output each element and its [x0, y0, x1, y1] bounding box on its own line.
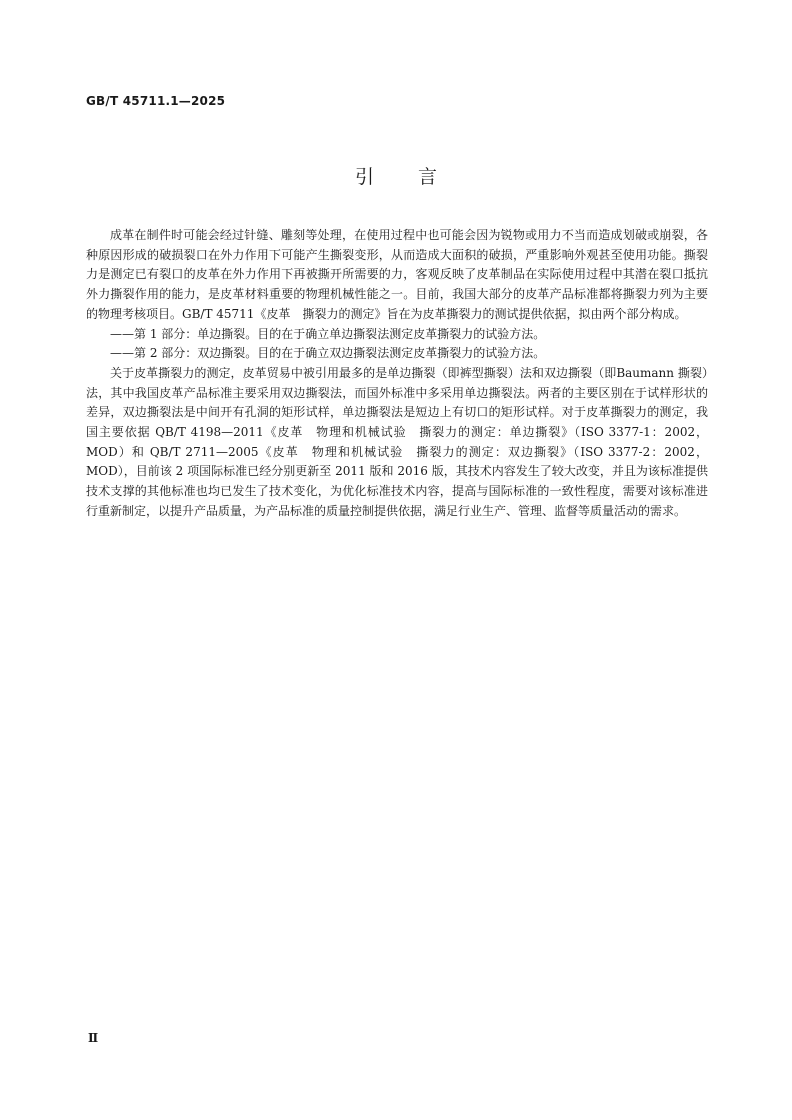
paragraph-part-2: ——第 2 部分：双边撕裂。目的在于确立双边撕裂法测定皮革撕裂力的试验方法。 [110, 346, 546, 361]
paragraph-intro: 成革在制件时可能会经过针缝、雕刻等处理，在使用过程中也可能会因为锐物或用力不当而造成划破或崩裂，各种原因形成的破损裂口在外力作用下可能产生撕裂变形，从而造成大面积的破损，严重影响外观甚至使用功能。撕裂力是测定已有裂口的皮革在外力作用下再被撕开所需要的力，客观反映了皮革制品在实际使用过程中其潜在裂口抵抗外力撕裂作用的能力，是皮革材料重要的物理机械性能之一。目前，我国大部分的皮革产品标准都将撕裂力列为主要的物理考核项目。GB/T 45711《皮革 撕裂力的测定》旨在为皮革撕裂力的测试提供依据，拟由两个部分构成。 [86, 228, 708, 321]
standard-code: GB/T 45711.1—2025 [86, 94, 226, 108]
paragraph-part-1: ——第 1 部分：单边撕裂。目的在于确立单边撕裂法测定皮革撕裂力的试验方法。 [110, 326, 546, 341]
paragraph-background: 关于皮革撕裂力的测定，皮革贸易中被引用最多的是单边撕裂（即裤型撕裂）法和双边撕裂（即Baumann 撕裂）法，其中我国皮革产品标准主要采用双边撕裂法，而国外标准中多采用单边撕裂法。两者的主要区别在于试样形状的差异，双边撕裂法是中间开有孔洞的矩形试样，单边撕裂法是短边上有切口的矩形试样。对于皮革撕裂力的测定，我国主要依据 QB/T 4198—2011《皮革 物理和机械试验 撕裂力的测定：单边撕裂》（ISO 3377-1：2002，MOD）和 QB/T 2711—2005《皮革 物理和机械试验 撕裂力的测定：双边撕裂》（ISO 3377-2：2002，MOD），目前该 2 项国际标准已经分别更新至 2011 版和 2016 版，其技术内容发生了较大改变，并且为该标准提供技术支撑的其他标准也均已发生了技术变化，为优化标准技术内容，提高与国际标准的一致性程度，需要对该标准进行重新制定，以提升产品质量，为产品标准的质量控制提供依据，满足行业生产、管理、监督等质量活动的需求。 [86, 365, 708, 518]
page-number: Ⅱ [88, 1031, 99, 1045]
introduction-body [86, 226, 708, 522]
page-title: 引言 [354, 166, 481, 188]
